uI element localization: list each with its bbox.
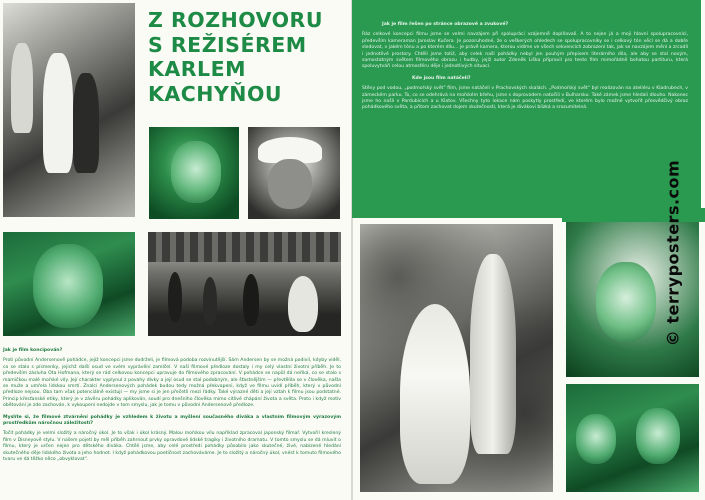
interview-answer: Ráz celkové koncepci filmu jsme se velmi navzájem při spolupráci vzájemně doplňovali. A to nejen já a moji hlavní spolupracovníci, především kameraman Jaroslav Kučera. Je pozoruhodné, že o veškerých ohledech se spolupracovníky se i celkový tón věcí se dá a dobře sledovat, v jakém tónu a po kterém dílu... je právě kamera, kterou vidíme ve všech sekvencích zobrazení tak, jak se navzájem mění a zrcadlí i jednotlivé prostory. Chtěli jsme totiž, aby celek naší pohádky nebyl jen pouhým přepisem literárního díla, ale aby se stal novým, samostatným světem filmového obrazu i hudby, jejíž autor Zdeněk Liška připravil pro tento film mimořádně bohatou partituru, která spoluvytváří celou atmosféru děje i jednotlivých situací.: [362, 32, 688, 70]
photo-face: [33, 244, 103, 328]
photo-face: [636, 408, 680, 464]
interview-text-right: [362, 22, 688, 202]
title-line-4: KACHYŇOU: [148, 81, 283, 106]
photo-face: [576, 414, 616, 464]
interview-answer: Stěny pod vodou, „podmořský svět“ film, jsme natáčeli v Prachovských skalách. „Podmořský svět“ byl realizován na ateliéru v Kladrubech, v zámeckém parku. To, co se odehrává na mořském břehu, jsme s doprovodem natočili v Bulharsku. Také zámek jsme hledali dlouho. Nakonec jsme ho našli v Pardubicích a u Klatov. Všechny tyto lokace nám poskytly prostředí, ve kterém bylo možné vytvořit přesvědčivý obraz pohádkového světa, a přitom zachovat dojem skutečnosti, která je divákovi blízká a srozumitelná.: [362, 86, 688, 111]
title-line-1: Z ROZHOVORU: [148, 8, 323, 32]
title-line-2: S REŽISÉREM: [148, 32, 307, 57]
title-line-3: KARLEM: [148, 57, 247, 81]
photo-figure: [43, 53, 73, 173]
photo-director-hat: [248, 127, 340, 219]
photo-figure: [203, 277, 217, 325]
watermark-text: © terryposters.com: [663, 159, 683, 347]
interview-question: Jak je film řešen po stránce obrazové a zvukové?: [382, 22, 509, 27]
photo-figure: [168, 272, 182, 322]
photo-mermaid-sisters: [566, 384, 699, 492]
photo-figure: [11, 43, 33, 133]
photo-film-crew: [3, 3, 135, 217]
photo-actress-closeup: [3, 232, 135, 336]
photo-figure: [288, 276, 318, 332]
photo-face: [171, 141, 221, 203]
interview-question: Jak je film koncipován?: [3, 348, 63, 353]
photo-girl-with-statue: [360, 224, 553, 492]
interview-answer: Točit pohádky je velmi složitý a náročný úkol. Je to však i úkol krásný. Malou mořskou vílu například zpracoval japonský filmař. Vytvořil kreslený film v Disneyově stylu. V našem pojetí by měl příběh zahrnout prvky opravdové lidské tragiky i životního dramatu. V tomto smyslu se dá mluvit o filmu, který je určen nejen pro dětského diváka. Chtěli jsme, aby celé prostředí pohádky působilo jako skutečné, živé, nabízené hledání skutečného děje lidského života a jeho hodnot. I když pohádkovou poetičnost zachováváme. Je to složitý a náročný úkol, vnést k tomuto filmového tvaru ve dá těžko něco „obvyklovat“.: [3, 431, 341, 463]
photo-girl: [400, 304, 470, 484]
photo-director-portrait: [149, 127, 239, 219]
photo-statue: [470, 254, 516, 454]
interview-question: Kde jsou film natáčeli?: [412, 75, 471, 81]
green-text-panel: [352, 0, 701, 218]
photo-procession-scene: [148, 232, 341, 336]
photo-face: [596, 262, 656, 342]
article-title: [148, 8, 348, 106]
watermark: [664, 158, 682, 348]
photo-figure: [243, 274, 259, 326]
interview-answer: Proti původní Andersenově pohádce, jejíž koncepci jsme dodrželi, je filmová podoba rozvinutější. Sám Andersen by se možná podivil, kdyby viděl, co se stalo s písmenky, jejichž další osud ve svém vyprávění zamlčel. V naší filmové předloze dostaly i my celý vlastní životní příběh. Je to především zásluha Ota Hofmana, který se rád celkovou koncepci upravuje do filmového zpracování. V pohádce se napůl dá neříká, co se stalo s mamičkou malé mořské víly. Její charakter vyplynul z povahy dívky a její osud se stal podobným, ale šťastnějším — převtělila se v člověka, našla se muže a umřela lidskou smrtí. Znalci Andersenových pohádek budou tedy možná překvapeni, když ve filmu uvidí příběh, který v původní předloze nejsou. Oba tam však potenciálně existují — my jsme si je jen přečetli mezi řádky. Také výrazné děti a její vztah k filmu jsou podstatné. Princip křesťanské etiky, který je v závěru pohádky aplikován, soudí pro dnešního člověka mimo citlivé chápání života a světa. Proto i když motiv obětování je zde zachován, k vykoupení nedojde v tom smyslu, jak je tomu v původní Andersenově předloze.: [3, 358, 341, 409]
interview-text-left: [3, 348, 341, 498]
green-strip: [562, 208, 705, 222]
photo-trees: [148, 232, 341, 262]
left-page: [0, 0, 352, 500]
photo-face: [268, 159, 312, 209]
interview-question: Myslíte si, že filmové ztvárnění pohádky je vzhledem k životu a myšlení současného diváka a vlastním filmovým výrazovým prostředkům náročnou záležitostí?: [3, 414, 341, 427]
photo-figure: [73, 73, 99, 173]
